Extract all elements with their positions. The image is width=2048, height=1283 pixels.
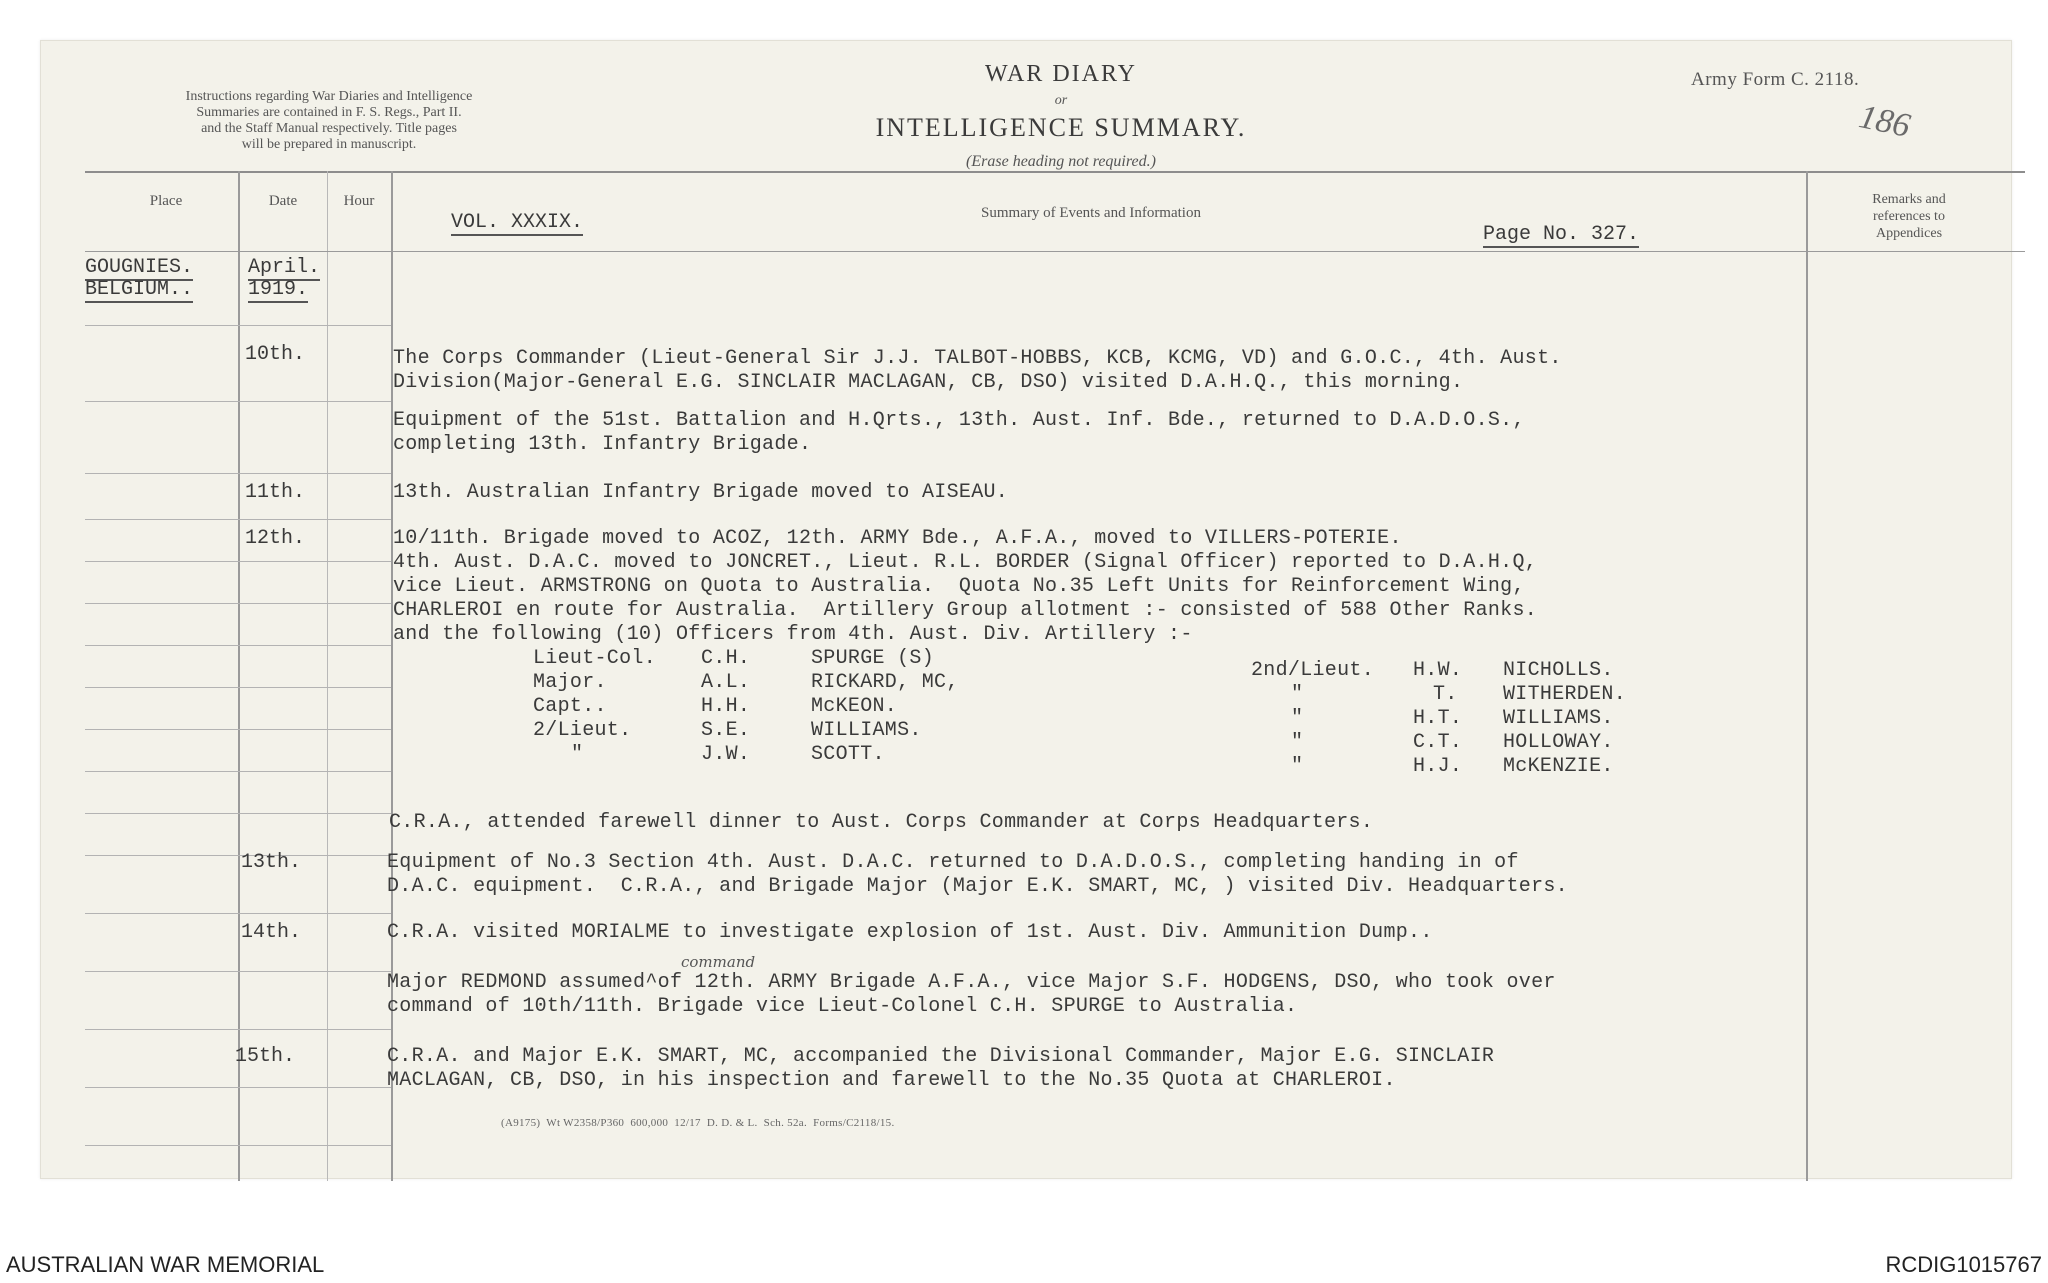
row-rule: [85, 1087, 391, 1088]
page-number-label: [1483, 223, 1639, 246]
instructions-line: Instructions regarding War Diaries and Intelligence: [185, 89, 473, 104]
place-cell: [85, 257, 193, 301]
officer-rank: ": [1291, 683, 1304, 706]
summary-line: and the following (10) Officers from 4th. Aust. Div. Artillery :-: [393, 623, 1193, 646]
header-bottom-rule: [85, 251, 2025, 252]
entry-date: 10th.: [245, 343, 306, 366]
place-line: GOUGNIES.: [85, 256, 194, 279]
officer-initials: S.E.: [701, 719, 751, 742]
month-year-cell: [248, 257, 320, 301]
footer-record-id: RCDIG1015767: [1885, 1252, 2042, 1277]
summary-line: C.R.A. visited MORIALME to investigate explosion of 1st. Aust. Div. Ammunition Dump..: [387, 921, 1433, 944]
summary-line: completing 13th. Infantry Brigade.: [393, 433, 812, 456]
row-rule: [85, 645, 391, 646]
summary-line: Equipment of the 51st. Battalion and H.Qrts., 13th. Aust. Inf. Bde., returned to D.A.D.O.S.,: [393, 409, 1525, 432]
print-code: (A9175) Wt W2358/P360 600,000 12/17 D. D. & L. Sch. 52a. Forms/C2118/15.: [501, 1117, 895, 1129]
remarks-line: references to: [1873, 209, 1945, 224]
officer-rank: ": [571, 743, 584, 766]
entry-date: 14th.: [241, 921, 302, 944]
officer-rank: Capt..: [533, 695, 607, 718]
row-rule: [85, 913, 391, 914]
summary-line: vice Lieut. ARMSTRONG on Quota to Australia. Quota No.35 Left Units for Reinforcement Wing,: [393, 575, 1525, 598]
column-divider: [391, 171, 393, 1181]
row-rule: [85, 473, 391, 474]
army-form-number: Army Form C. 2118.: [1691, 69, 1860, 90]
officer-initials: A.L.: [701, 671, 751, 694]
officer-surname: SCOTT.: [811, 743, 885, 766]
summary-line: 13th. Australian Infantry Brigade moved to AISEAU.: [393, 481, 1009, 504]
instructions-line: Summaries are contained in F. S. Regs., Part II.: [196, 105, 462, 120]
title-or: or: [1054, 93, 1068, 108]
row-rule: [85, 561, 391, 562]
officer-surname: NICHOLLS.: [1503, 659, 1614, 682]
entry-date: 13th.: [241, 851, 302, 874]
place-line: BELGIUM..: [85, 278, 194, 301]
row-rule: [85, 813, 391, 814]
officer-surname: WITHERDEN.: [1503, 683, 1627, 706]
remarks-line: Remarks and: [1872, 192, 1946, 207]
officer-rank: ": [1291, 755, 1304, 778]
row-rule: [85, 771, 391, 772]
column-header-remarks: [1809, 191, 2009, 242]
officer-rank: 2nd/Lieut.: [1251, 659, 1375, 682]
summary-line: C.R.A. and Major E.K. SMART, MC, accompanied the Divisional Commander, Major E.G. SINCLAIR: [387, 1045, 1495, 1068]
officer-surname: RICKARD, MC,: [811, 671, 959, 694]
title-intelligence-summary: INTELLIGENCE SUMMARY.: [875, 113, 1247, 142]
row-rule: [85, 603, 391, 604]
instructions-line: will be prepared in manuscript.: [241, 137, 417, 152]
row-rule: [85, 401, 391, 402]
column-header-place: Place: [149, 193, 183, 209]
summary-line: 4th. Aust. D.A.C. moved to JONCRET., Lieut. R.L. BORDER (Signal Officer) reported to D.A.H.Q,: [393, 551, 1538, 574]
officer-surname: SPURGE (S): [811, 647, 935, 670]
officer-initials: H.J.: [1413, 755, 1463, 778]
officer-rank: ": [1291, 731, 1304, 754]
summary-line: CHARLEROI en route for Australia. Artillery Group allotment :- consisted of 588 Other Ranks.: [393, 599, 1538, 622]
instructions-line: and the Staff Manual respectively. Title pages: [201, 121, 457, 136]
officer-surname: WILLIAMS.: [811, 719, 922, 742]
summary-line: D.A.C. equipment. C.R.A., and Brigade Major (Major E.K. SMART, MC, ) visited Div. Headquarters.: [387, 875, 1568, 898]
instructions-block: [129, 89, 529, 153]
row-rule: [85, 855, 391, 856]
officer-initials: C.H.: [701, 647, 751, 670]
column-header-date: Date: [268, 193, 298, 209]
summary-line: Division(Major-General E.G. SINCLAIR MACLAGAN, CB, DSO) visited D.A.H.Q., this morning.: [393, 371, 1464, 394]
row-rule: [85, 1029, 391, 1030]
erase-note: (Erase heading not required.): [966, 153, 1156, 170]
officer-surname: WILLIAMS.: [1503, 707, 1614, 730]
officer-surname: HOLLOWAY.: [1503, 731, 1614, 754]
row-rule: [85, 729, 391, 730]
officer-rank: Major.: [533, 671, 607, 694]
title-war-diary: WAR DIARY: [984, 61, 1137, 87]
summary-line: The Corps Commander (Lieut-General Sir J.J. TALBOT-HOBBS, KCB, KCMG, VD) and G.O.C., 4th. Aust.: [393, 347, 1562, 370]
officer-initials: C.T.: [1413, 731, 1463, 754]
page-number-text: Page No. 327.: [1483, 223, 1640, 246]
officer-rank: 2/Lieut.: [533, 719, 632, 742]
officer-initials: H.H.: [701, 695, 751, 718]
entry-date: 12th.: [245, 527, 306, 550]
row-rule: [85, 971, 391, 972]
entry-date: 15th.: [235, 1045, 296, 1068]
column-header-hour: Hour: [343, 193, 375, 209]
officer-rank: Lieut-Col.: [533, 647, 657, 670]
row-rule: [85, 325, 391, 326]
officer-surname: McKEON.: [811, 695, 898, 718]
officer-initials: H.T.: [1413, 707, 1463, 730]
row-rule: [85, 519, 391, 520]
officer-initials: H.W.: [1413, 659, 1463, 682]
diary-sheet: [40, 40, 2012, 1179]
year-text: 1919.: [248, 278, 309, 301]
month-text: April.: [248, 256, 321, 279]
volume-label: [451, 211, 583, 234]
summary-line: Major REDMOND assumed^of 12th. ARMY Brigade A.F.A., vice Major S.F. HODGENS, DSO, who took over: [387, 971, 1556, 994]
officer-rank: ": [1291, 707, 1304, 730]
summary-line: C.R.A., attended farewell dinner to Aust. Corps Commander at Corps Headquarters.: [389, 811, 1374, 834]
summary-line: Equipment of No.3 Section 4th. Aust. D.A.C. returned to D.A.D.O.S., completing handing in of: [387, 851, 1519, 874]
handwritten-insertion: command: [681, 953, 756, 971]
remarks-line: Appendices: [1875, 226, 1943, 241]
footer-institution: AUSTRALIAN WAR MEMORIAL: [6, 1252, 325, 1277]
column-divider: [1806, 171, 1808, 1181]
officer-initials: J.W.: [701, 743, 751, 766]
summary-line: 10/11th. Brigade moved to ACOZ, 12th. ARMY Bde., A.F.A., moved to VILLERS-POTERIE.: [393, 527, 1402, 550]
entry-date: 11th.: [245, 481, 306, 504]
handwritten-page-number: 186: [1855, 98, 1914, 145]
summary-line: command of 10th/11th. Brigade vice Lieut-Colonel C.H. SPURGE to Australia.: [387, 995, 1298, 1018]
table-top-rule: [85, 171, 2025, 173]
officer-surname: McKENZIE.: [1503, 755, 1614, 778]
summary-line: MACLAGAN, CB, DSO, in his inspection and farewell to the No.35 Quota at CHARLEROI.: [387, 1069, 1396, 1092]
row-rule: [85, 687, 391, 688]
volume-text: VOL. XXXIX.: [451, 211, 584, 234]
column-header-summary: Summary of Events and Information: [981, 205, 1201, 221]
row-rule: [85, 1145, 391, 1146]
officer-initials: T.: [1433, 683, 1458, 706]
